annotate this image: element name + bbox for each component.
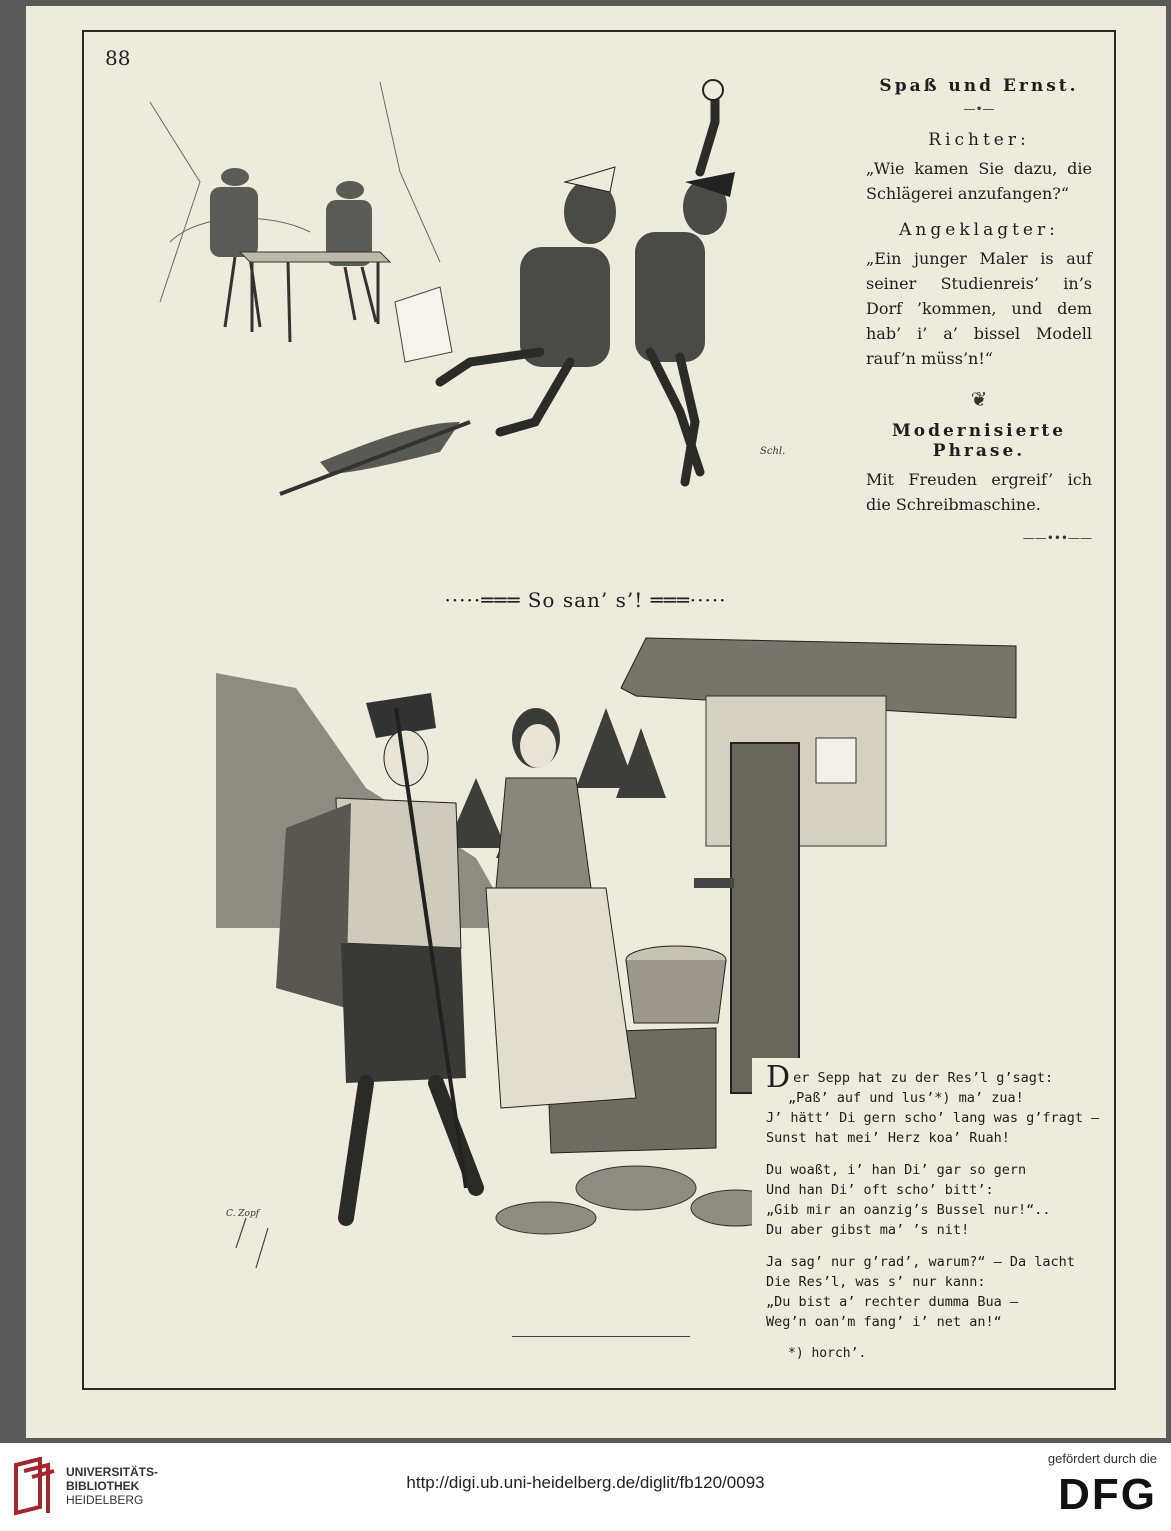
viewer-footer <box>0 1443 1171 1531</box>
heading-modernisierte-phrase: Modernisierte Phrase. <box>891 421 1067 461</box>
accused-answer: „Ein junger Maler is auf seiner Studienreis’ in’s Dorf ’kommen, und dem hab’ i’ a’ bissel Modell rauf’n müss’n!“ <box>866 249 1092 368</box>
fleuron-ornament: ❦ <box>970 387 988 411</box>
poem-line: Die Res’l, was s’ nur kann: <box>766 1274 986 1290</box>
section-title-so-san-s: ·····═══ So san’ s’! ═══····· <box>444 588 727 612</box>
end-divider: ——•••—— <box>1022 531 1092 545</box>
poem-line: „Gib mir an oanzig’s Bussel nur!“.. <box>766 1202 1051 1218</box>
modern-phrase-text: Mit Freuden ergreif’ ich die Schreibmaschine. <box>866 470 1092 514</box>
library-name-line: BIBLIOTHEK <box>66 1479 140 1493</box>
poem-line: Weg’n oan’m fang’ i’ net an!“ <box>766 1314 1002 1330</box>
fight-artist-signature: Schl. <box>760 446 786 457</box>
poem-line: „Du bist a’ rechter dumma Bua — <box>766 1294 1018 1310</box>
dfg-logo[interactable]: DFG <box>1058 1470 1157 1519</box>
poem-stanza-1 <box>766 1060 1100 1148</box>
funding-label: gefördert durch die <box>1047 1451 1157 1466</box>
poem-line: er Sepp hat zu der Res’l g’sagt: <box>793 1070 1054 1086</box>
poem-line: „Paß’ auf und lus’*) ma’ zua! <box>788 1090 1024 1106</box>
poem-line: Du aber gibst ma’ ’s nit! <box>766 1222 970 1238</box>
speaker-accused: Angeklagter: <box>899 220 1059 240</box>
fight-scene-drawing <box>140 62 832 522</box>
speaker-judge: Richter: <box>928 130 1030 150</box>
poem-line: Ja sag’ nur g’rad’, warum?“ — Da lacht <box>766 1254 1075 1270</box>
poem-line: Du woaßt, i’ han Di’ gar so gern <box>766 1162 1027 1178</box>
poem-stanza-3 <box>766 1252 1075 1332</box>
permalink-url[interactable]: http://digi.ub.uni-heidelberg.de/diglit/fb120/0093 <box>406 1473 765 1492</box>
poem-footnote: *) horch’. <box>788 1346 867 1361</box>
divider: —•— <box>963 102 995 116</box>
page-number: 88 <box>105 46 131 70</box>
closing-rule <box>512 1336 690 1337</box>
library-name-line: UNIVERSITÄTS- <box>66 1465 159 1479</box>
judge-question: „Wie kamen Sie dazu, die Schlägerei anzufangen?“ <box>866 159 1092 203</box>
illustration-fight-scene <box>140 62 832 522</box>
poem-line: Sunst hat mei’ Herz koa’ Ruah! <box>766 1130 1010 1146</box>
poem-line: J’ hätt’ Di gern scho’ lang was g’fragt — <box>766 1110 1100 1126</box>
poem-dropcap: D <box>766 1060 791 1095</box>
poem-stanza-2 <box>766 1160 1066 1240</box>
couple-artist-signature: C. Zopf <box>226 1209 260 1219</box>
text-column-jokes <box>866 76 1092 551</box>
poem-line: Und han Di’ oft scho’ bitt’: <box>766 1182 994 1198</box>
poem-text <box>766 1060 1100 1364</box>
heading-spass-und-ernst: Spaß und Ernst. <box>879 76 1079 96</box>
library-name-line: HEIDELBERG <box>66 1493 144 1507</box>
